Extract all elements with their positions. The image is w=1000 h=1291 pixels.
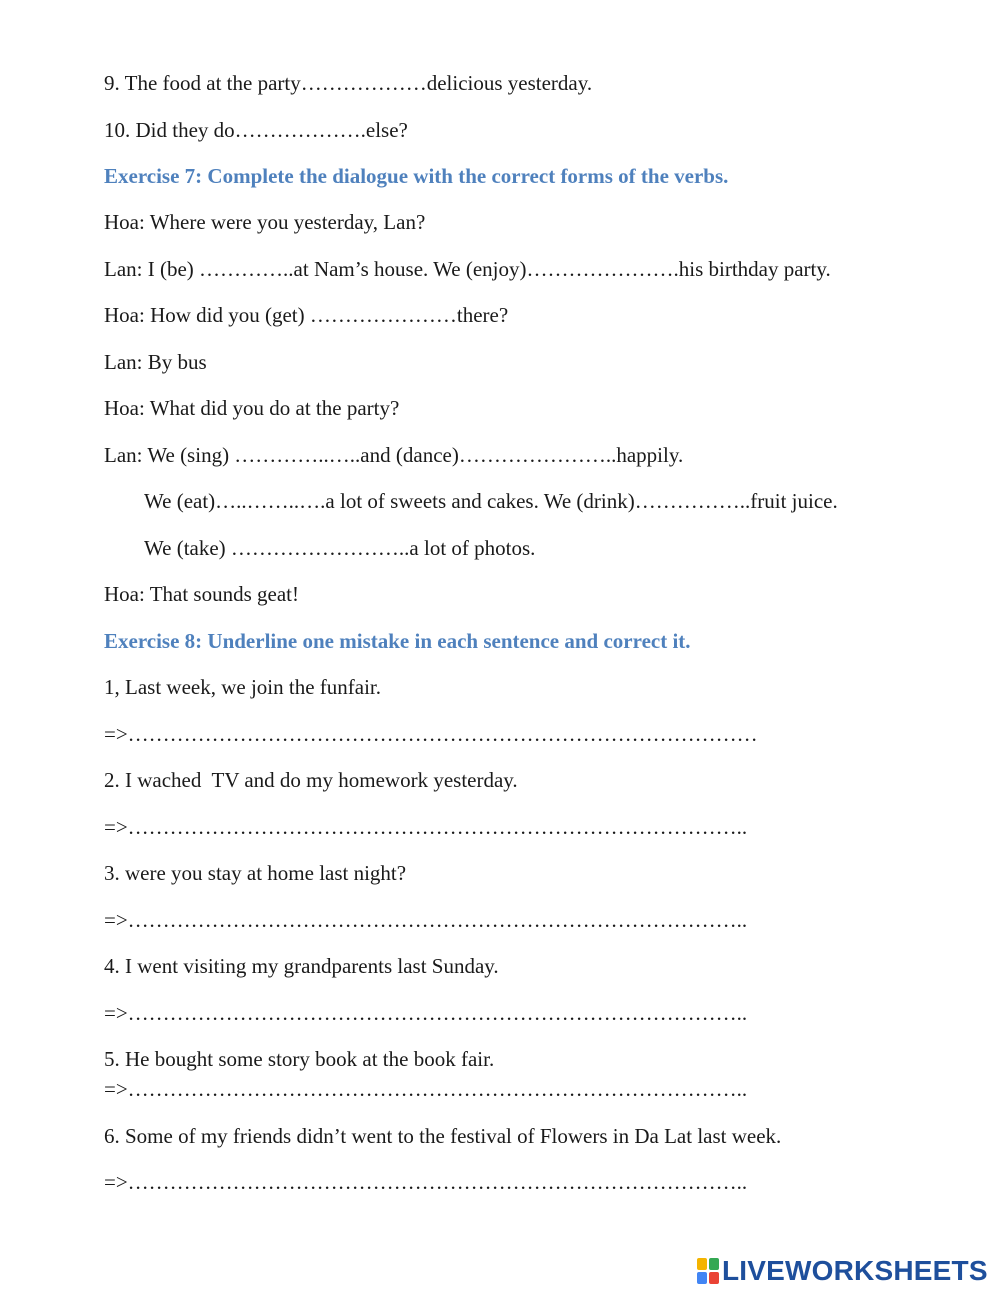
logo-square: [709, 1258, 719, 1270]
liveworksheets-mark-icon: [697, 1258, 719, 1284]
logo-text: LIVEWORKSHEETS: [722, 1255, 988, 1286]
dialogue-line: Hoa: That sounds geat!: [104, 582, 299, 606]
exercise-7-heading: Exercise 7: Complete the dialogue with the correct forms of the verbs.: [104, 164, 729, 188]
dialogue-line: Lan: We (sing) …………..…..and (dance)…………………..happily.: [104, 443, 684, 467]
logo-square: [709, 1272, 719, 1284]
dialogue-line: Lan: I (be) …………..at Nam’s house. We (enjoy)………………….his birthday party.: [104, 257, 831, 281]
dialogue-line: Hoa: Where were you yesterday, Lan?: [104, 210, 426, 234]
answer-line[interactable]: =>……………………………………………………………………………..: [104, 908, 748, 932]
dialogue-line: Lan: By bus: [104, 350, 207, 374]
dialogue-line-indented: We (eat)…..……..….a lot of sweets and cakes. We (drink)……………..fruit juice.: [144, 489, 838, 513]
dialogue-line: Hoa: What did you do at the party?: [104, 396, 400, 420]
dialogue-line: Hoa: How did you (get) …………………there?: [104, 303, 509, 327]
logo-square: [697, 1258, 707, 1270]
answer-line[interactable]: =>……………………………………………………………………………..: [104, 1001, 748, 1025]
answer-line[interactable]: =>……………………………………………………………………………..: [104, 1077, 748, 1101]
question-10: 10. Did they do……………….else?: [104, 118, 408, 142]
answer-line[interactable]: =>……………………………………………………………………………..: [104, 1170, 748, 1194]
answer-line[interactable]: =>………………………………………………………………………………: [104, 722, 758, 746]
dialogue-line-indented: We (take) ……………………..a lot of photos.: [144, 536, 536, 560]
exercise-8-heading: Exercise 8: Underline one mistake in each sentence and correct it.: [104, 629, 691, 653]
mistake-sentence: 1, Last week, we join the funfair.: [104, 675, 381, 699]
mistake-sentence: 3. were you stay at home last night?: [104, 861, 407, 885]
logo-square: [697, 1272, 707, 1284]
mistake-sentence: 2. I wached TV and do my homework yesterday.: [104, 768, 518, 792]
mistake-sentence: 5. He bought some story book at the book fair.: [104, 1047, 495, 1071]
mistake-sentence: 4. I went visiting my grandparents last Sunday.: [104, 954, 499, 978]
liveworksheets-logo: [697, 1255, 988, 1287]
mistake-sentence: 6. Some of my friends didn’t went to the festival of Flowers in Da Lat last week.: [104, 1124, 782, 1148]
answer-line[interactable]: =>……………………………………………………………………………..: [104, 815, 748, 839]
question-9: 9. The food at the party………………delicious yesterday.: [104, 71, 593, 95]
